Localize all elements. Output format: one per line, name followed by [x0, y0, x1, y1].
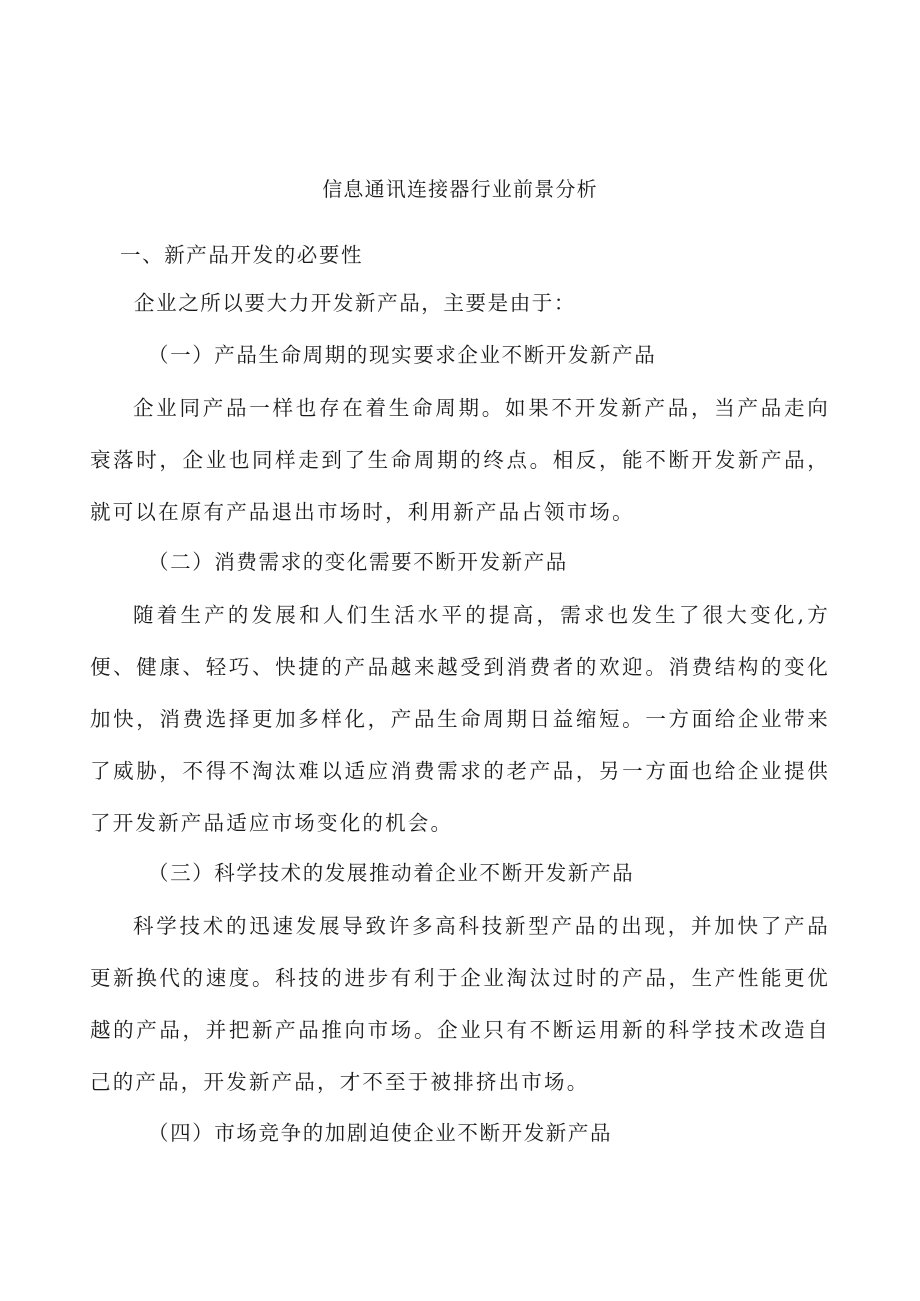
paragraph-2: 随着生产的发展和人们生活水平的提高，需求也发生了很大变化,方便、健康、轻巧、快捷的产品越来越受到消费者的欢迎。消费结构的变化加快，消费选择更加多样化，产品生命周期日益缩短。一方面给企业带来了威胁，不得不淘汰难以适应消费需求的老产品，另一方面也给企业提供了开发新产品适应市场变化的机会。 — [90, 603, 830, 835]
subsection-heading-1: （一）产品生命周期的现实要求企业不断开发新产品 — [148, 343, 657, 367]
subsection-heading-3: （三）科学技术的发展推动着企业不断开发新产品 — [148, 861, 635, 885]
intro-text: 企业之所以要大力开发新产品，主要是由于： — [134, 291, 576, 315]
section-heading: 一、新产品开发的必要性 — [120, 243, 364, 267]
paragraph-3: 科学技术的迅速发展导致许多高科技新型产品的出现，并加快了产品更新换代的速度。科技的进步有利于企业淘汰过时的产品，生产性能更优越的产品，并把新产品推向市场。企业只有不断运用新的科学技术改造自己的产品，开发新产品，才不至于被排挤出市场。 — [90, 914, 830, 1094]
paragraph-1: 企业同产品一样也存在着生命周期。如果不开发新产品，当产品走向衰落时，企业也同样走到了生命周期的终点。相反，能不断开发新产品，就可以在原有产品退出市场时，利用新产品占领市场。 — [90, 396, 830, 524]
subsection-heading-4: （四）市场竞争的加剧迫使企业不断开发新产品 — [148, 1121, 613, 1145]
subsection-heading-2: （二）消费需求的变化需要不断开发新产品 — [148, 550, 568, 574]
page-title: 信息通讯连接器行业前景分析 — [322, 177, 598, 201]
